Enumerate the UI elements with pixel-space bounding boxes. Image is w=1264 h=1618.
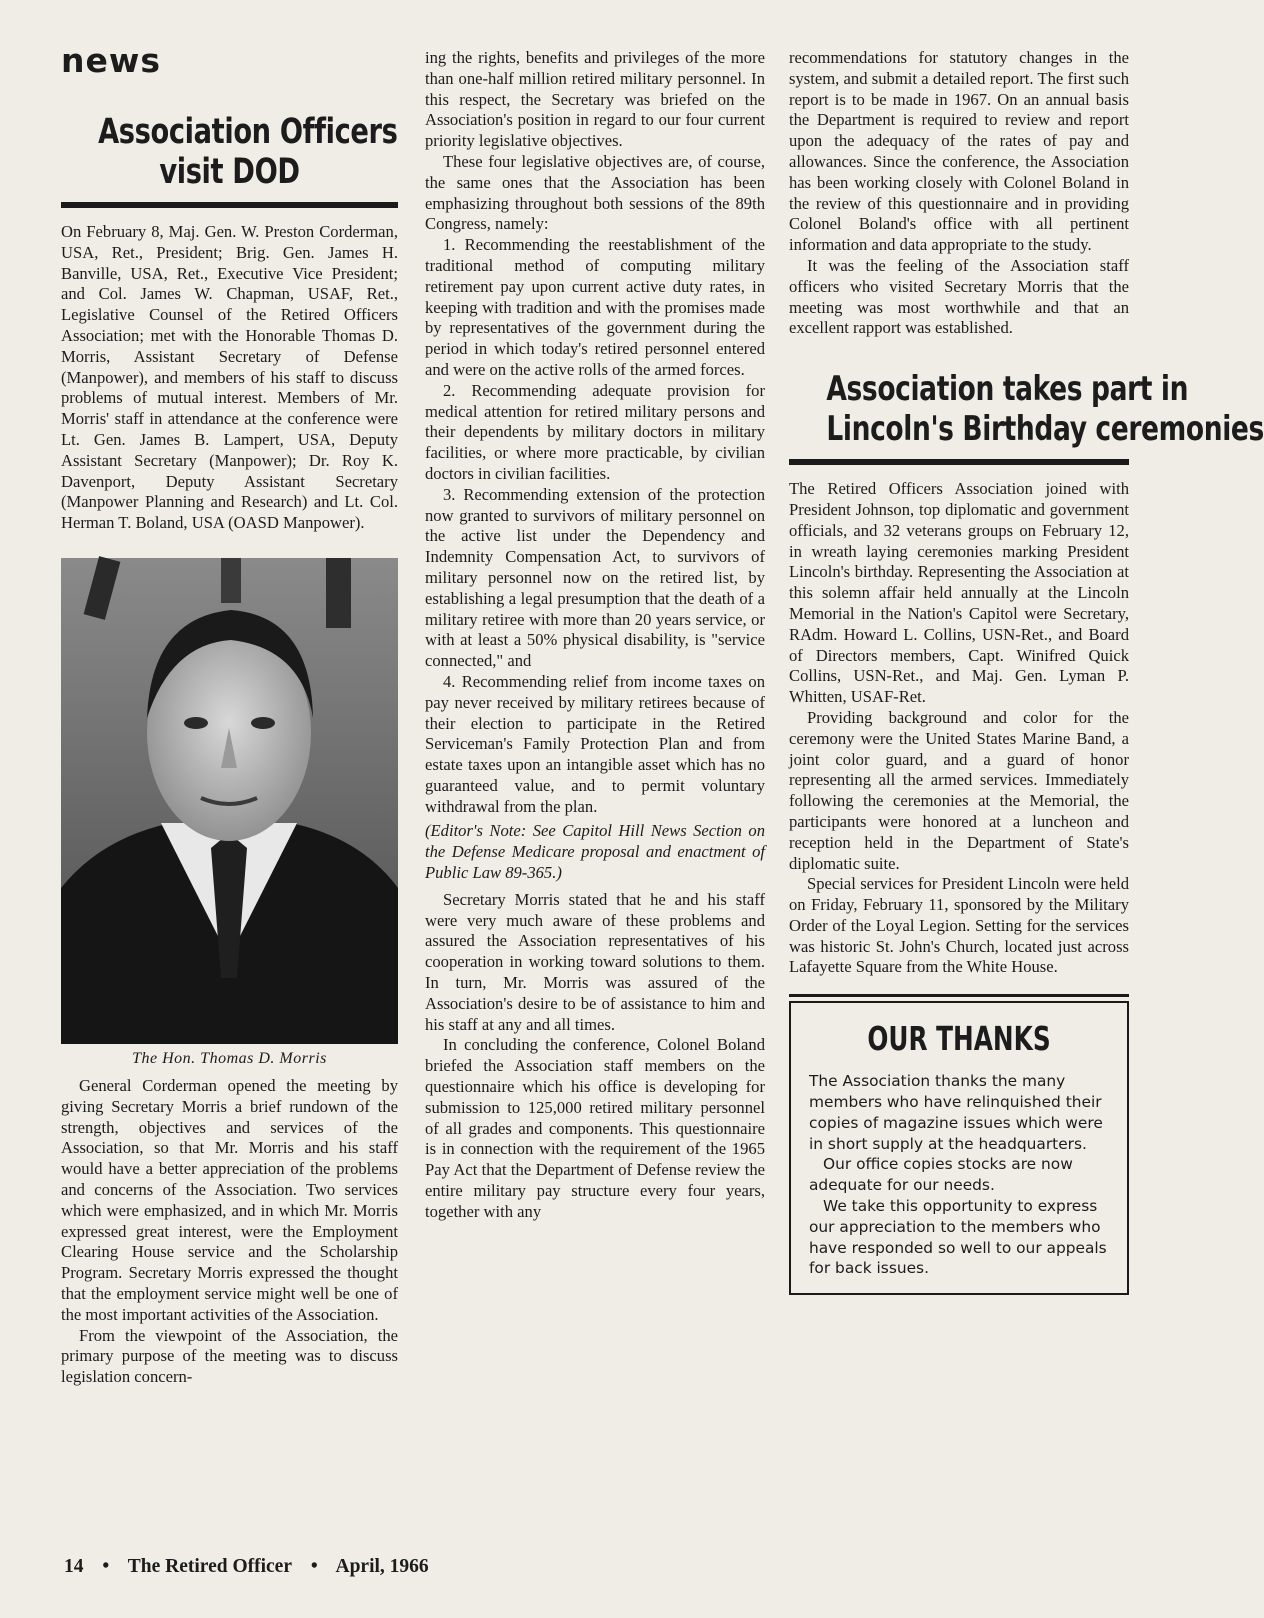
article2-headline-line2: Lincoln's Birthday ceremonies bbox=[826, 409, 1264, 450]
objective-2: 2. Recommending adequate provision for medical attention for retired military persons and their dependents by military doctors in military facilities, or where more practicable, by civilian doctors in civilian facilities. bbox=[425, 380, 765, 483]
article1-headline-line1: Association Officers bbox=[98, 112, 398, 152]
footer-bullet: • bbox=[102, 1556, 110, 1577]
thanks-paragraph: We take this opportunity to express our appreciation to the members who have responded so well to our appeals for back issues. bbox=[809, 1197, 1107, 1278]
objective-4: 4. Recommending relief from income taxes on pay never received by military retirees because of their election to participate in the Retired Serviceman's Family Protection Plan and from estate taxes upon an intangible asset which has no guaranteed value, and to permit voluntary withdrawal from the plan. bbox=[425, 671, 765, 816]
article1-paragraph: recommendations for statutory changes in the system, and submit a detailed report. The first such report is to be made in 1967. On an annual basis the Department is required to review and report upon the adequacy of the rates of pay and allowances. Since the conference, the Association has been working closely with Colonel Boland in the review of this questionnaire and in providing Colonel Boland's office with all pertinent information and data appropriate to the study. bbox=[789, 48, 1129, 255]
thanks-paragraph: The Association thanks the many members who have relinquished their copies of magazine issues which were in short supply at the headquarters. bbox=[809, 1072, 1103, 1153]
article1-paragraph: In concluding the conference, Colonel Boland briefed the Association staff members on the questionnaire which his office is developing for submission to 125,000 retired military personnel of all grades and components. This questionnaire is in connection with the requirement of the 1965 Pay Act that the Department of Defense review the entire military pay structure every four years, together with any bbox=[425, 1035, 765, 1221]
column-1 bbox=[61, 41, 398, 1388]
column-3 bbox=[789, 48, 1264, 1295]
footer-bullet: • bbox=[310, 1556, 318, 1577]
publication-name: The Retired Officer bbox=[127, 1556, 292, 1577]
article2-paragraph: Special services for President Lincoln were held on Friday, February 11, sponsored by the Military Order of the Loyal Legion. Setting for the services was historic St. John's Church, located just across Lafayette Square from the White House. bbox=[789, 874, 1129, 977]
thanks-paragraph: Our office copies stocks are now adequate for our needs. bbox=[809, 1155, 1073, 1195]
portrait-illustration bbox=[61, 558, 398, 1044]
thanks-title: OUR THANKS bbox=[867, 1019, 1051, 1059]
portrait-photo bbox=[61, 558, 398, 1044]
editors-note: (Editor's Note: See Capitol Hill News Section on the Defense Medicare proposal and enactment of Public Law 89-365.) bbox=[425, 821, 765, 883]
article1-paragraph: These four legislative objectives are, of course, the same ones that the Association has been emphasizing throughout both sessions of the 89th Congress, namely: bbox=[425, 151, 765, 234]
article2-headline-line1: Association takes part in bbox=[826, 369, 1189, 410]
article1-paragraph: General Corderman opened the meeting by giving Secretary Morris a brief rundown of the strength, objectives and services of the Association, so that Mr. Morris and his staff would have a better appreciation of the problems and concerns of the Association. Two services which were emphasized, and in which Mr. Morris expressed great interest, were the Employment Clearing House service and the Scholarship Program. Secretary Morris expressed the thought that the employment service might well be one of the most important activities of the Association. bbox=[61, 1075, 398, 1324]
article1-paragraph: It was the feeling of the Association staff officers who visited Secretary Morris that the meeting was most worthwhile and that an excellent rapport was established. bbox=[789, 255, 1129, 338]
photo-caption: The Hon. Thomas D. Morris bbox=[132, 1049, 327, 1067]
article1-paragraph: ing the rights, benefits and privileges of the more than one-half million retired military personnel. In this respect, the Secretary was briefed on the Association's position in regard to our four current priority legislative objectives. bbox=[425, 48, 765, 151]
thanks-box bbox=[789, 1001, 1129, 1295]
article1-headline-line2: visit DOD bbox=[159, 152, 300, 192]
box-top-rule bbox=[789, 994, 1129, 997]
article2-paragraph: The Retired Officers Association joined with President Johnson, top diplomatic and government officials, and 32 veterans groups on February 12, in wreath laying ceremonies marking President Lincoln's birthday. Representing the Association at this solemn affair held annually at the Lincoln Memorial in the Nation's Capitol were Secretary, RAdm. Howard L. Collins, USN-Ret., and Board of Directors members, Capt. Winifred Quick Collins, USN-Ret., and Maj. Gen. Lyman P. Whitten, USAF-Ret. bbox=[789, 479, 1129, 707]
article2-paragraph: Providing background and color for the ceremony were the United States Marine Band, a joint color guard, and a guard of honor representing all the armed services. Immediately following the ceremonies at the Memorial, the participants were honored at a luncheon and reception held in the Department of State's diplomatic suite. bbox=[789, 707, 1129, 873]
objective-1: 1. Recommending the reestablishment of the traditional method of computing military retirement pay upon current active duty rates, in keeping with tradition and with the promises made by representatives of the government during the period in which today's retired personnel entered and were on the active rolls of the armed forces. bbox=[425, 235, 765, 379]
column-2 bbox=[425, 48, 765, 1223]
article1-paragraph: On February 8, Maj. Gen. W. Preston Corderman, USA, Ret., President; Brig. Gen. James H. Banville, USA, Ret., Executive Vice President; and Col. James W. Chapman, USAF, Ret., Legislative Counsel of the Retired Officers Association; met with the Honorable Thomas D. Morris, Assistant Secretary of Defense (Manpower), and members of his staff to discuss problems of mutual interest. Members of Mr. Morris' staff in attendance at the conference were Lt. Gen. James B. Lampert, USA, Deputy Assistant Secretary (Manpower); Dr. Roy K. Davenport, Deputy Assistant Secretary (Manpower Planning and Research) and Lt. Col. Herman T. Boland, USA (OASD Manpower). bbox=[61, 222, 398, 533]
objective-3: 3. Recommending extension of the protection now granted to survivors of military personnel on the active list under the Dependency and Indemnity Compensation Act, to survivors of military personnel now on the retired list, by establishing a legal presumption that the death of a military retiree with more than 20 years service, or with at least a 50% physical disability, is "service connected," and bbox=[425, 484, 765, 671]
headline-rule bbox=[789, 459, 1129, 465]
issue-date: April, 1966 bbox=[335, 1556, 429, 1577]
page-number: 14 bbox=[64, 1556, 84, 1577]
article1-paragraph: From the viewpoint of the Association, the primary purpose of the meeting was to discuss legislation concern- bbox=[61, 1325, 398, 1387]
page-footer bbox=[64, 1556, 443, 1578]
headline-rule bbox=[61, 202, 398, 208]
article1-paragraph: Secretary Morris stated that he and his staff were very much aware of these problems and assured the Association representatives of his cooperation in working toward solutions to them. In turn, Mr. Morris was assured of the Association's desire to be of assistance to him and his staff at any and all times. bbox=[425, 889, 765, 1034]
section-label: news bbox=[61, 41, 162, 80]
